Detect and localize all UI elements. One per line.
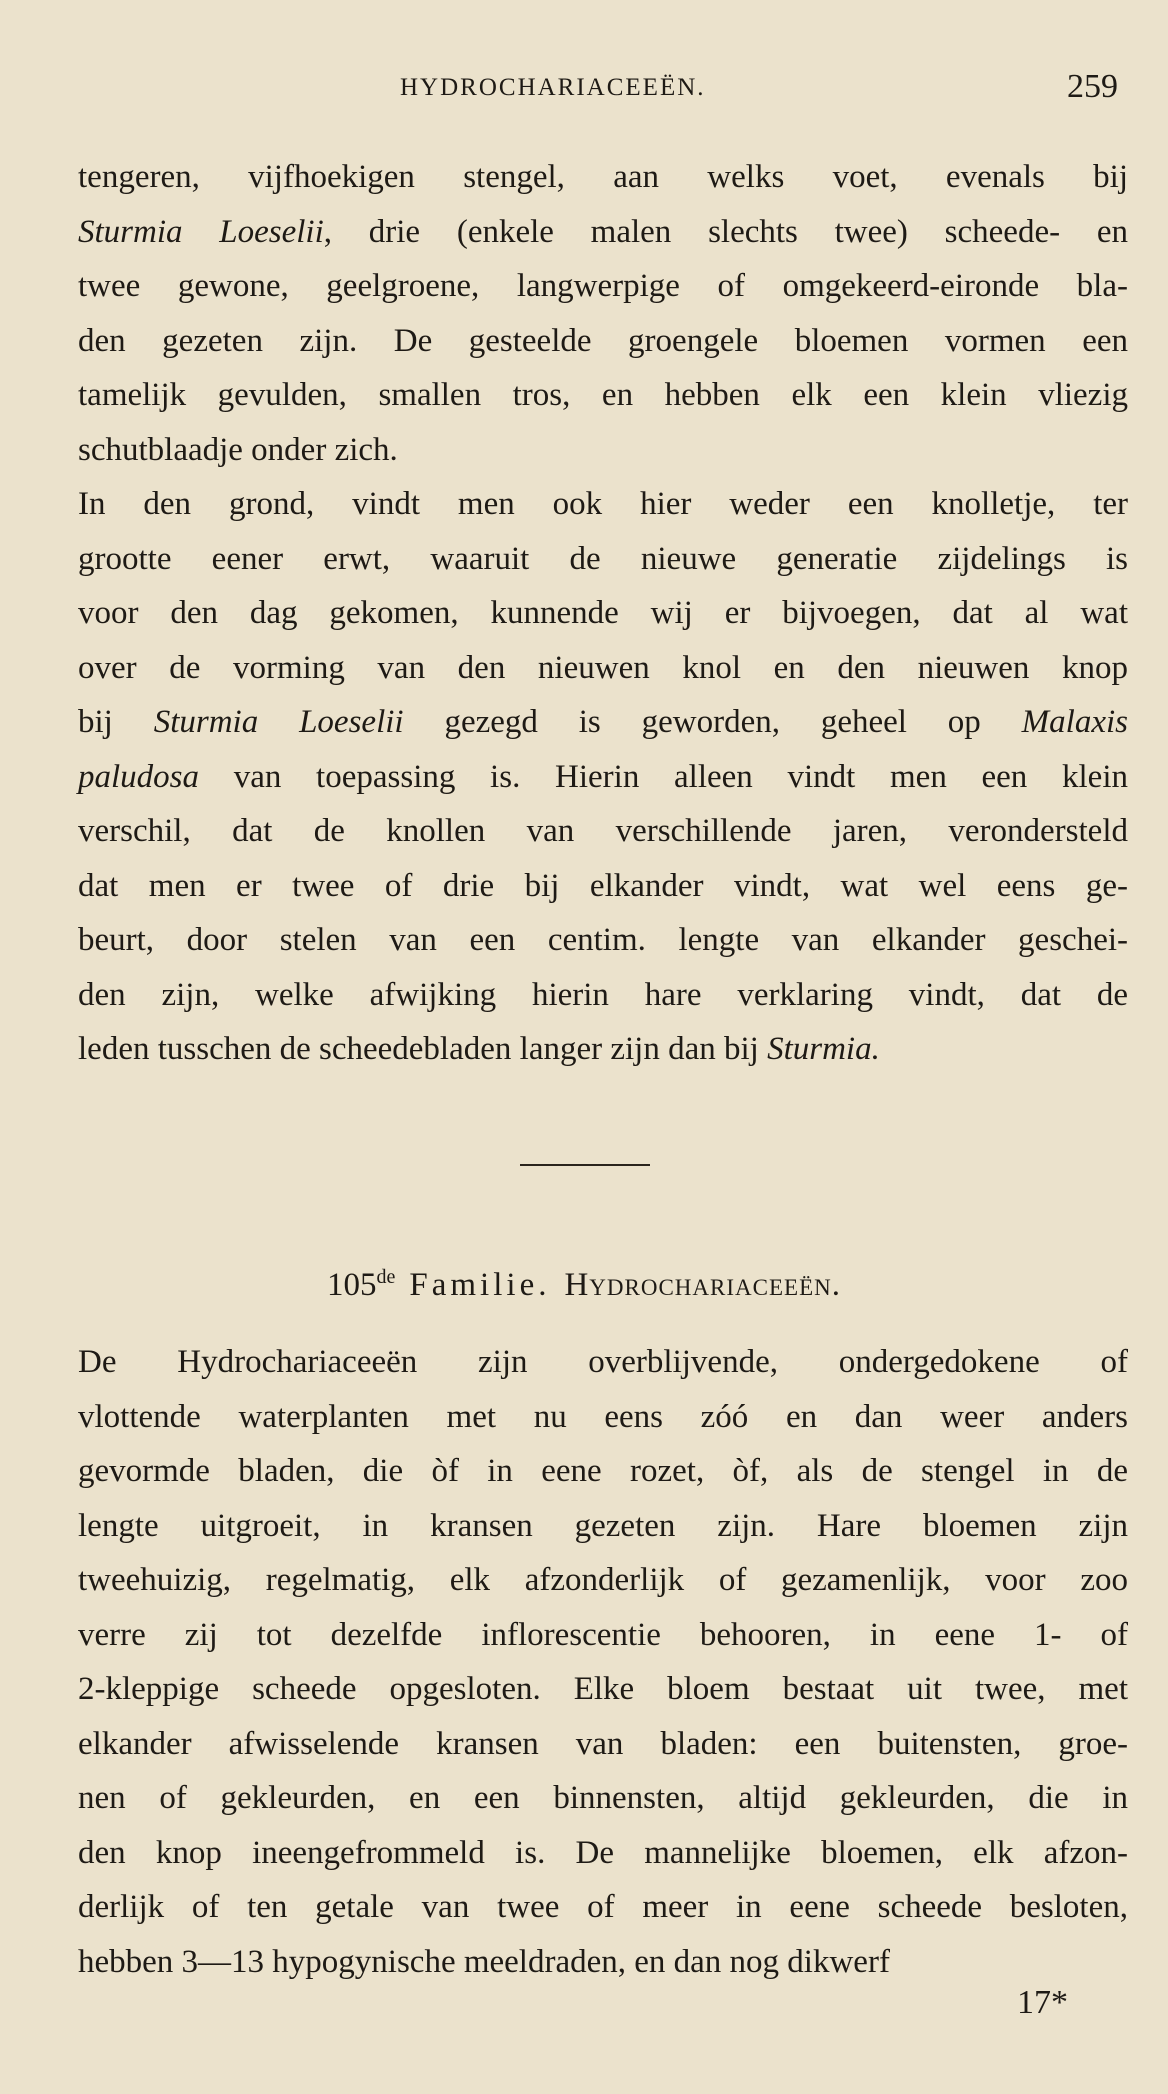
text-run: den knop ineengefrommeld is. De mannelijke bloemen, elk afzon- <box>78 1834 1128 1871</box>
text-line <box>78 1826 1128 1881</box>
text-run: beurt, door stelen van een centim. lengte van elkander geschei- <box>78 922 1128 958</box>
text-run: , drie (enkele malen slechts twee) scheede- en <box>323 213 1128 250</box>
text-line <box>78 259 1128 314</box>
text-run: dat men er twee of drie bij elkander vindt, wat wel eens ge- <box>78 867 1128 904</box>
text-run: nen of gekleurden, en een binnensten, altijd gekleurden, die in <box>78 1780 1128 1816</box>
text-run: De Hydrochariaceeën zijn overblijvende, ondergedokene of <box>78 1344 1128 1380</box>
text-run: gezegd is geworden, geheel op <box>403 704 1022 740</box>
text-line <box>78 477 1128 532</box>
text-run: tengeren, vijfhoekigen stengel, aan welks voet, evenals bij <box>78 159 1128 195</box>
text-line <box>78 1335 1128 1390</box>
italic-run: paludosa <box>78 758 200 795</box>
text-line <box>78 314 1128 369</box>
text-run: tamelijk gevulden, smallen tros, en hebben elk een klein vliezig <box>78 377 1128 413</box>
text-line <box>78 913 1128 968</box>
text-run: van toepassing is. Hierin alleen vindt men een klein <box>199 758 1128 795</box>
text-run: In den grond, vindt men ook hier weder een knolletje, ter <box>78 486 1128 522</box>
text-line <box>78 750 1128 805</box>
text-line <box>78 532 1128 587</box>
text-run: hebben 3—13 hypogynische meeldraden, en dan nog dikwerf <box>78 1943 890 1980</box>
text-run: verschil, dat de knollen van verschillende jaren, verondersteld <box>78 813 1128 849</box>
text-run: over de vorming van den nieuwen knol en den nieuwen knop <box>78 649 1128 686</box>
text-block-upper <box>78 150 1128 1077</box>
text-line <box>78 1553 1128 1608</box>
text-run: den gezeten zijn. De gesteelde groengele bloemen vormen een <box>78 322 1128 359</box>
text-run: grootte eener erwt, waaruit de nieuwe generatie zijdelings is <box>78 540 1128 577</box>
text-line <box>78 695 1128 750</box>
text-run: 2-kleppige scheede opgesloten. Elke bloem bestaat uit twee, met <box>78 1671 1128 1707</box>
italic-run: Sturmia Loeselii <box>153 704 404 740</box>
text-run: twee gewone, geelgroene, langwerpige of omgekeerd-eironde bla- <box>78 268 1128 304</box>
family-number: 105de <box>327 1266 396 1303</box>
text-line <box>78 150 1128 205</box>
text-line <box>78 1771 1128 1826</box>
paragraph-knolletje <box>78 477 1128 1077</box>
text-run: schutblaadje onder zich. <box>78 431 398 468</box>
signature-mark: 17* <box>1017 1984 1068 2021</box>
text-run: gevormde bladen, die òf in eene rozet, òf, als de stengel in de <box>78 1453 1128 1489</box>
text-line <box>78 968 1128 1023</box>
family-label: Familie. <box>409 1267 551 1303</box>
text-line <box>78 641 1128 696</box>
text-block-lower <box>78 1335 1128 1989</box>
text-line <box>78 859 1128 914</box>
text-run: leden tusschen de scheedebladen langer zijn dan bij <box>78 1031 768 1067</box>
text-run: den zijn, welke afwijking hierin hare verklaring vindt, dat de <box>78 976 1128 1013</box>
text-line <box>78 423 1128 478</box>
text-run: vlottende waterplanten met nu eens zóó en dan weer anders <box>78 1398 1128 1435</box>
text-run: bij <box>78 704 154 740</box>
text-line <box>78 1022 1128 1077</box>
text-run: tweehuizig, regelmatig, elk afzonderlijk of gezamenlijk, voor zoo <box>78 1562 1128 1598</box>
text-line <box>78 1608 1128 1663</box>
page-number: 259 <box>1067 68 1118 105</box>
text-line <box>78 205 1128 260</box>
text-run: voor den dag gekomen, kunnende wij er bijvoegen, dat al wat <box>78 595 1128 631</box>
paragraph-stengel <box>78 150 1128 477</box>
italic-run: Sturmia Loeselii <box>78 213 324 250</box>
running-title: HYDROCHARIACEEËN. <box>400 74 706 101</box>
italic-run: Malaxis <box>1021 704 1128 740</box>
family-number-suffix: de <box>376 1266 396 1288</box>
text-line <box>78 1499 1128 1554</box>
text-line <box>78 1717 1128 1772</box>
text-line <box>78 1662 1128 1717</box>
section-heading <box>0 1255 1168 1303</box>
text-run: verre zij tot dezelfde inflorescentie behooren, in eene 1- of <box>78 1616 1128 1653</box>
text-line <box>78 804 1128 859</box>
running-head <box>0 68 1168 108</box>
text-line <box>78 1935 1128 1990</box>
text-line <box>78 1444 1128 1499</box>
italic-run: Sturmia. <box>767 1031 880 1067</box>
text-line <box>78 586 1128 641</box>
paragraph-hydrochariaceeen <box>78 1335 1128 1989</box>
text-line <box>78 368 1128 423</box>
text-run: derlijk of ten getale van twee of meer in eene scheede besloten, <box>78 1889 1128 1925</box>
section-divider <box>520 1164 650 1166</box>
text-run: lengte uitgroeit, in kransen gezeten zijn. Hare bloemen zijn <box>78 1507 1128 1544</box>
text-run: elkander afwisselende kransen van bladen: een buitensten, groe- <box>78 1725 1128 1762</box>
family-name: Hydrochariaceeën. <box>564 1267 841 1303</box>
text-line <box>78 1880 1128 1935</box>
text-line <box>78 1390 1128 1445</box>
